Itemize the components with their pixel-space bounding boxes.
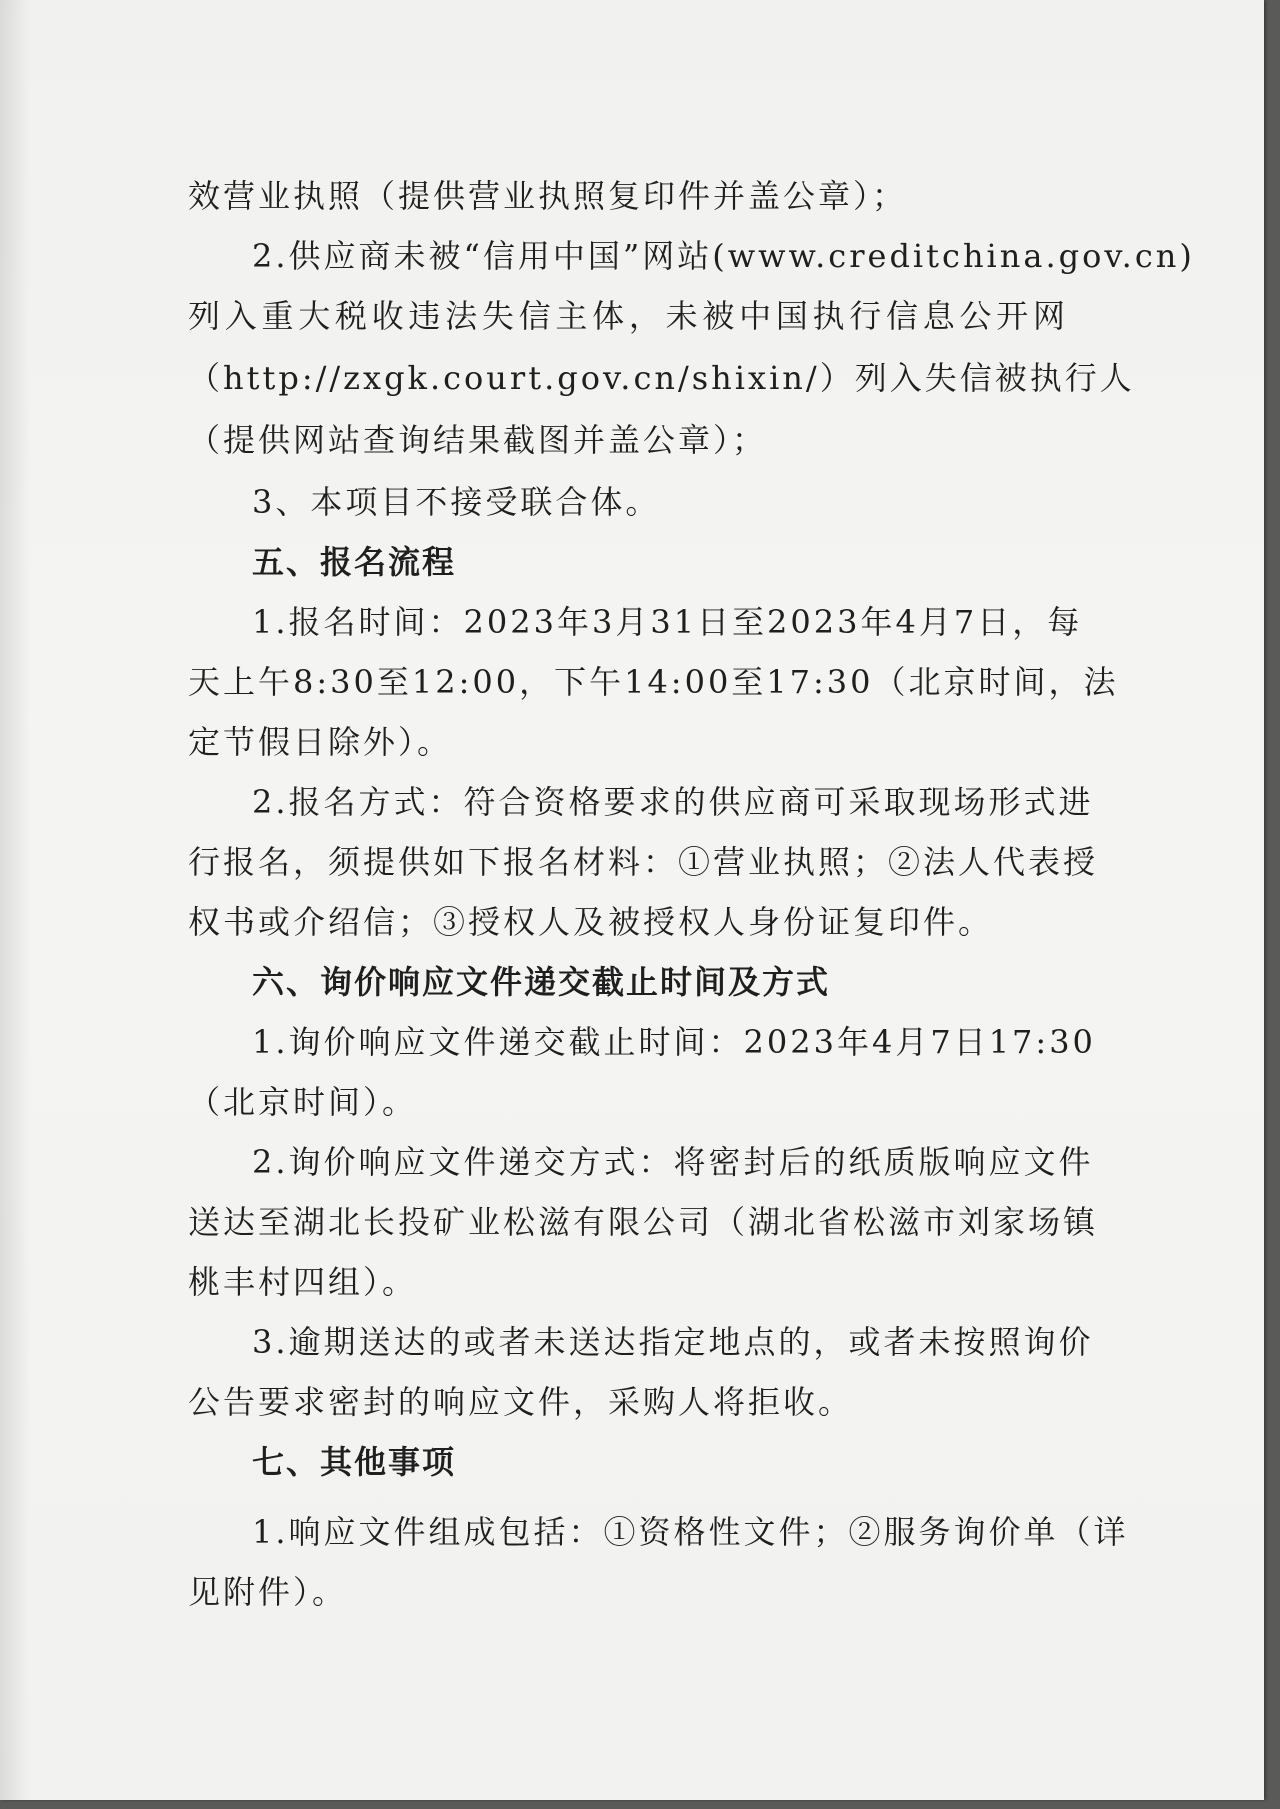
text-line: （北京时间）。	[188, 1083, 418, 1121]
text-line: 2.询价响应文件递交方式：将密封后的纸质版响应文件	[252, 1143, 1094, 1181]
text-line: 行报名，须提供如下报名材料：①营业执照；②法人代表授	[188, 843, 1099, 881]
text-line: 天上午8:30至12:00，下午14:00至17:30（北京时间，法	[188, 663, 1119, 701]
text-line: 送达至湖北长投矿业松滋有限公司（湖北省松滋市刘家场镇	[188, 1203, 1099, 1241]
text-line: 2.报名方式：符合资格要求的供应商可采取现场形式进	[252, 783, 1094, 821]
text-line: 1.报名时间：2023年3月31日至2023年4月7日，每	[252, 603, 1083, 641]
text-line: （提供网站查询结果截图并盖公章）；	[188, 421, 768, 459]
text-line: （http://zxgk.court.gov.cn/shixin/）列入失信被执行人	[188, 359, 1135, 397]
text-line: 权书或介绍信；③授权人及被授权人身份证复印件。	[188, 903, 994, 941]
text-line: 1.询价响应文件递交截止时间：2023年4月7日17:30	[252, 1023, 1096, 1061]
text-line: 效营业执照（提供营业执照复印件并盖公章）；	[188, 177, 908, 215]
text-line: 1.响应文件组成包括：①资格性文件；②服务询价单（详	[252, 1513, 1129, 1551]
section-heading: 七、其他事项	[252, 1443, 457, 1481]
text-line: 列入重大税收违法失信主体，未被中国执行信息公开网	[188, 297, 1068, 335]
text-line: 3、本项目不接受联合体。	[252, 483, 661, 521]
text-line: 2.供应商未被“信用中国”网站(www.creditchina.gov.cn)	[252, 237, 1195, 275]
text-line: 见附件）。	[188, 1573, 348, 1611]
section-heading: 五、报名流程	[252, 543, 457, 581]
section-heading: 六、询价响应文件递交截止时间及方式	[252, 963, 831, 1001]
text-line: 桃丰村四组）。	[188, 1263, 418, 1301]
text-line: 3.逾期送达的或者未送达指定地点的，或者未按照询价	[252, 1323, 1094, 1361]
text-line: 公告要求密封的响应文件，采购人将拒收。	[188, 1383, 854, 1421]
text-line: 定节假日除外）。	[188, 723, 453, 761]
